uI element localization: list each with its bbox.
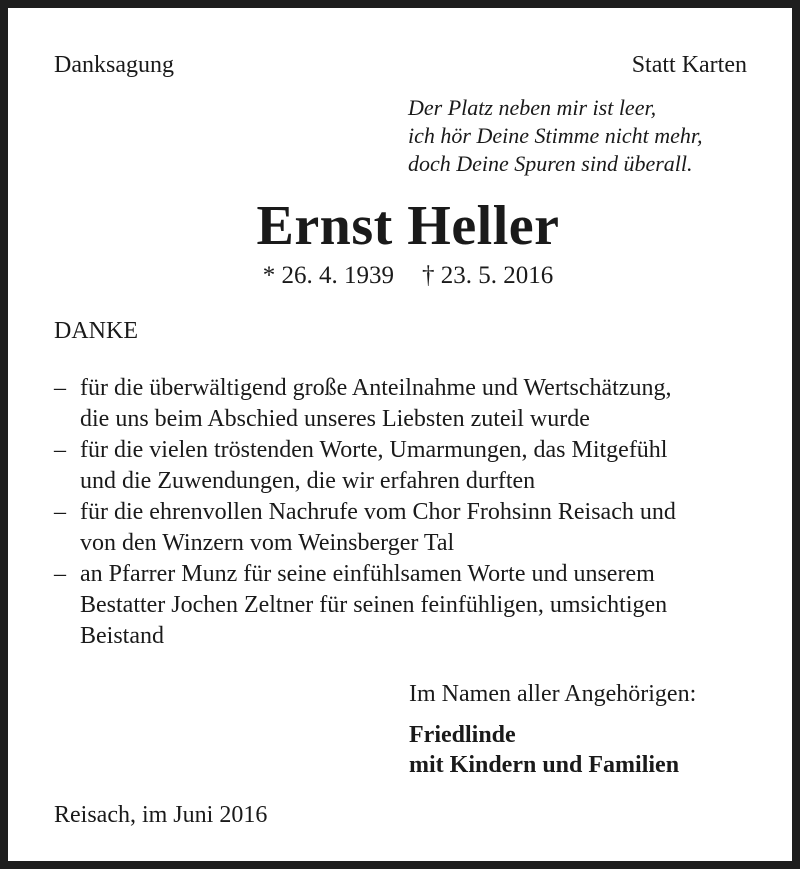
life-dates bbox=[8, 262, 800, 290]
thanks-list bbox=[54, 373, 774, 652]
thanks-heading: DANKE bbox=[54, 318, 138, 344]
item-line: für die überwältigend große Anteilnahme und Wertschätzung, bbox=[80, 375, 672, 401]
signer-name: Friedlinde bbox=[409, 722, 516, 748]
place-date: Reisach, im Juni 2016 bbox=[54, 802, 268, 828]
item-line: Beistand bbox=[80, 623, 164, 649]
poem-line: Der Platz neben mir ist leer, bbox=[408, 95, 657, 120]
item-line: für die vielen tröstenden Worte, Umarmungen, das Mitgefühl bbox=[80, 437, 668, 463]
closing-phrase: Im Namen aller Angehörigen: bbox=[409, 681, 697, 707]
dash-bullet: – bbox=[54, 375, 66, 401]
dash-bullet: – bbox=[54, 499, 66, 525]
item-line: an Pfarrer Munz für seine einfühlsamen Worte und unserem bbox=[80, 561, 655, 587]
item-line: Bestatter Jochen Zeltner für seinen feinfühligen, umsichtigen bbox=[80, 592, 668, 618]
list-item bbox=[54, 497, 774, 559]
poem-verse bbox=[408, 94, 703, 178]
poem-line: ich hör Deine Stimme nicht mehr, bbox=[408, 123, 703, 148]
death-date: † 23. 5. 2016 bbox=[422, 262, 554, 289]
dash-bullet: – bbox=[54, 437, 66, 463]
signature-block bbox=[409, 720, 679, 780]
statt-karten-label: Statt Karten bbox=[631, 52, 747, 78]
notice-type-label: Danksagung bbox=[54, 52, 174, 78]
poem-line: doch Deine Spuren sind überall. bbox=[408, 151, 693, 176]
list-item bbox=[54, 559, 774, 652]
item-line: die uns beim Abschied unseres Liebsten zuteil wurde bbox=[80, 406, 590, 432]
birth-date: * 26. 4. 1939 bbox=[262, 262, 394, 289]
item-line: und die Zuwendungen, die wir erfahren durften bbox=[80, 468, 536, 494]
dash-bullet: – bbox=[54, 561, 66, 587]
signer-family: mit Kindern und Familien bbox=[409, 752, 680, 778]
deceased-name: Ernst Heller bbox=[256, 195, 560, 257]
item-line: von den Winzern vom Weinsberger Tal bbox=[80, 530, 455, 556]
list-item bbox=[54, 435, 774, 497]
list-item bbox=[54, 373, 774, 435]
item-line: für die ehrenvollen Nachrufe vom Chor Frohsinn Reisach und bbox=[80, 499, 676, 525]
